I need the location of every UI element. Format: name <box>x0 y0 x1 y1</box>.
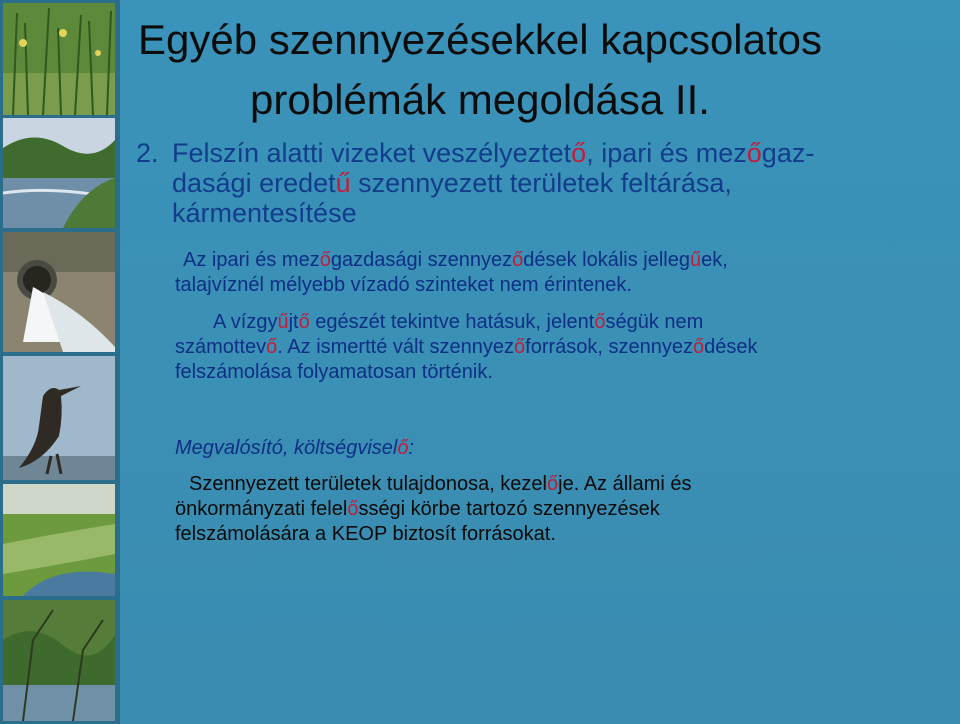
title-line-1: Egyéb szennyezésekkel kapcsolatos <box>137 16 823 63</box>
implementer-label: Megvalósító, költségviselő: <box>175 437 415 459</box>
paragraph-pollution-local: Az ipari és mezőgazdasági szennyeződések lokális jellegűek, talajvíznél mélyebb vízadó szinteket nem érintenek. <box>175 249 728 296</box>
river-photo <box>3 118 115 228</box>
forest-photo <box>3 600 115 721</box>
cormorant-photo <box>3 356 115 480</box>
paragraph-funding: Szennyezett területek tulajdonosa, kezelője. Az állami és önkormányzati felelősségi körbe tartozó szennyezések felszámolására a KEOP biztosít forrásokat. <box>175 473 692 545</box>
heading-number: 2. <box>136 138 159 168</box>
paragraph-catchment-impact: A vízgyűjtő egészét tekintve hatásuk, jelentőségük nem számottevő. Az ismertté vált szennyezőforrások, szennyeződések felszámolása folyamatosan történik. <box>175 311 758 383</box>
marsh-photo <box>3 484 115 596</box>
heading-text: Felszín alatti vizeket veszélyeztető, ipari és mezőgaz- dasági eredetű szennyezett területek feltárása, kármentesítése <box>172 138 815 228</box>
title-line-2: problémák megoldása II. <box>250 76 710 123</box>
pipe-outflow-photo <box>3 232 115 352</box>
